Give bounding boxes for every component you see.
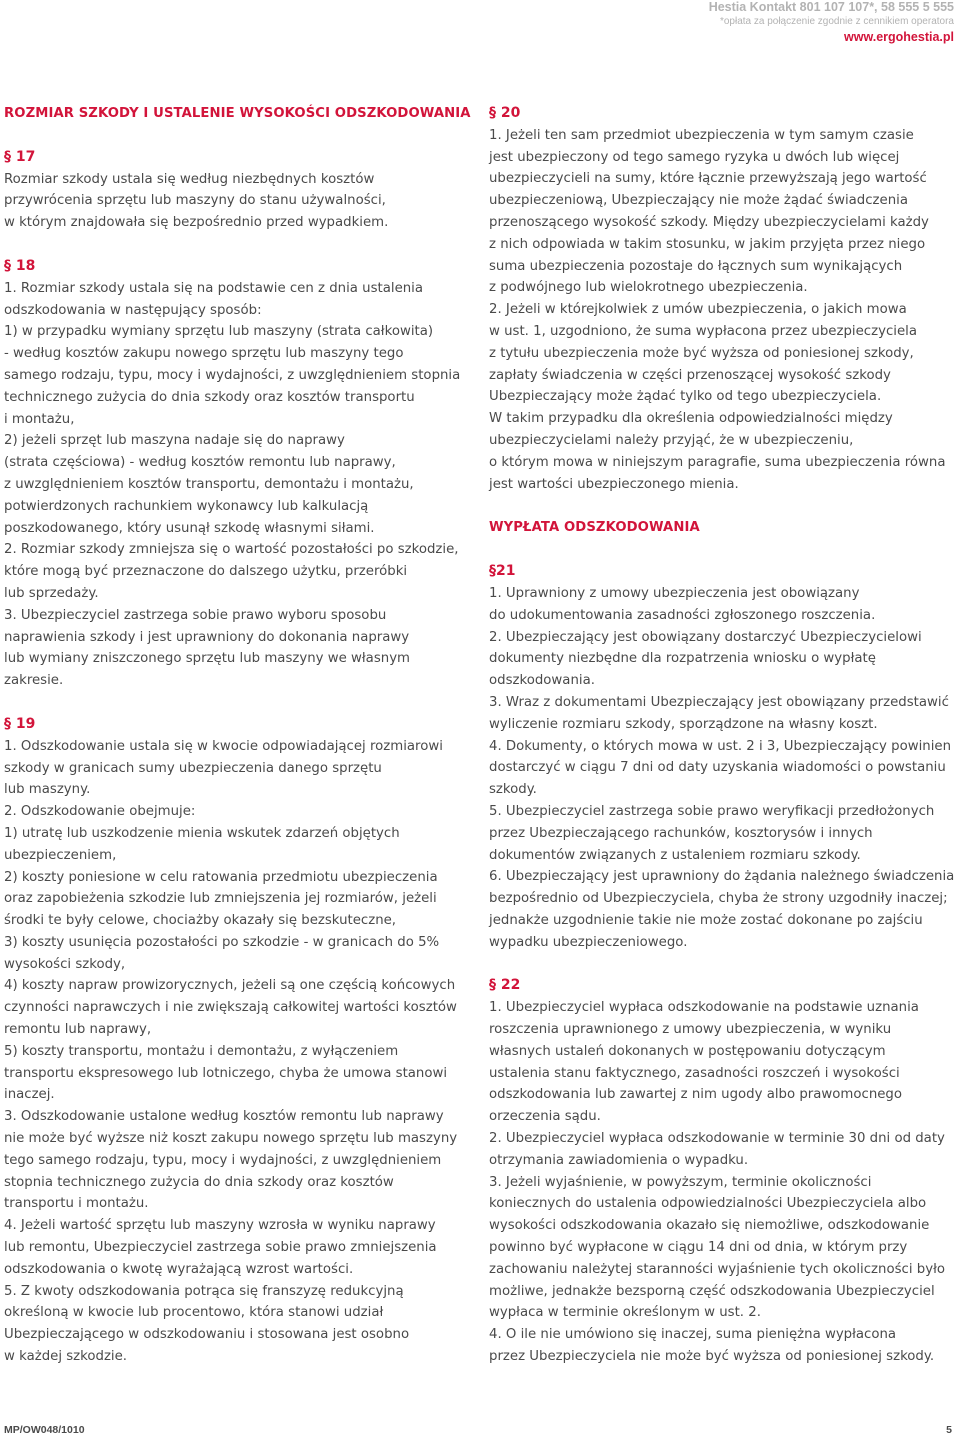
text-line: własnych ustaleń dokonanych w postępowaniu dotyczącym <box>489 1043 886 1059</box>
text-line: technicznego zużycia do dnia szkody oraz kosztów transportu <box>4 389 415 405</box>
text-line: suma ubezpieczenia pozostaje do łącznych sum wynikających <box>489 258 903 274</box>
text-line: lub sprzedaży. <box>4 585 99 601</box>
left-column <box>4 103 472 1368</box>
text-line: bezpośrednio od Ubezpieczyciela, chyba że strony uzgodniły inaczej; <box>489 891 948 907</box>
text-line: ubezpieczeniową, Ubezpieczający nie może żądać świadczenia <box>489 193 908 209</box>
right-column <box>489 103 959 1368</box>
text-line: 6. Ubezpieczający jest uprawniony do żądania należnego świadczenia <box>489 869 955 885</box>
text-line: oraz zapobieżenia szkodzie lub zmniejszenia jej rozmiarów, jeżeli <box>4 891 437 907</box>
text-line: 4. Jeżeli wartość sprzętu lub maszyny wzrosła w wyniku naprawy <box>4 1218 436 1234</box>
text-line: środki te były celowe, chociażby okazały się bezskuteczne, <box>4 913 397 929</box>
text-line: 2. Jeżeli w którejkolwiek z umów ubezpieczenia, o jakich mowa <box>489 302 907 318</box>
text-line: roszczenia uprawnionego z umowy ubezpieczenia, w wyniku <box>489 1022 892 1038</box>
text-line: przez Ubezpieczyciela nie może być wyższa od poniesionej szkody. <box>489 1349 935 1365</box>
website-link[interactable]: www.ergohestia.pl <box>844 30 954 44</box>
text-line: stopnia technicznego zużycia do dnia szkody oraz kosztów <box>4 1174 394 1190</box>
text-line: wysokości szkody, <box>4 956 126 972</box>
text-line: 2) jeżeli sprzęt lub maszyna nadaje się do naprawy <box>4 433 345 449</box>
text-line: z nich odpowiada w takim stosunku, w jakim przyjęta przez niego <box>489 236 926 252</box>
paragraph-21-number: §21 <box>489 563 516 580</box>
text-line: 3. Odszkodowanie ustalone według kosztów remontu lub naprawy <box>4 1109 444 1125</box>
text-line: otrzymania zawiadomienia o wypadku. <box>489 1152 749 1168</box>
text-line: remontu lub naprawy, <box>4 1022 152 1038</box>
text-line: wyliczenie rozmiaru szkody, sporządzone na własny koszt. <box>489 716 878 732</box>
text-line: ubezpieczeniem, <box>4 847 117 863</box>
text-line: W takim przypadku dla określenia odpowiedzialności między <box>489 411 893 427</box>
text-line: inaczej. <box>4 1087 55 1103</box>
text-line: przenoszącego wysokość szkody. Między ubezpieczycielami każdy <box>489 214 929 230</box>
text-line: zakresie. <box>4 673 64 689</box>
paragraph-19-number: § 19 <box>4 715 36 732</box>
text-line: jest wartości ubezpieczonego mienia. <box>489 476 739 492</box>
text-line: dostarczyć w ciągu 7 dni od daty uzyskania wiadomości o powstaniu <box>489 760 946 776</box>
text-line: ubezpieczycielami należy przyjąć, że w ubezpieczeniu, <box>489 432 854 448</box>
text-line: 2. Odszkodowanie obejmuje: <box>4 804 196 820</box>
text-line: 2. Ubezpieczający jest obowiązany dostarczyć Ubezpieczycielowi <box>489 629 922 645</box>
paragraph-18-body <box>4 278 472 692</box>
text-line: 1. Rozmiar szkody ustala się na podstawie cen z dnia ustalenia <box>4 280 424 296</box>
text-line: zapłaty świadczenia w części przenoszącej wysokość szkody <box>489 367 891 383</box>
text-line: wypłaca w terminie określonym w ust. 2. <box>489 1305 761 1321</box>
text-line: przez Ubezpieczającego rachunków, kosztorysów i innych <box>489 825 873 841</box>
text-line: 2. Rozmiar szkody zmniejsza się o wartość pozostałości po szkodzie, <box>4 542 459 558</box>
text-line: wypadku ubezpieczeniowego. <box>489 934 688 950</box>
text-line: szkody w granicach sumy ubezpieczenia danego sprzętu <box>4 760 382 776</box>
paragraph-21-body <box>489 583 959 954</box>
page-number: 5 <box>946 1424 952 1436</box>
text-line: 1. Jeżeli ten sam przedmiot ubezpieczenia w tym samym czasie <box>489 127 914 143</box>
paragraph-19-body <box>4 736 472 1368</box>
text-line: 5) koszty transportu, montażu i demontażu, z wyłączeniem <box>4 1043 399 1059</box>
text-line: tego samego rodzaju, typu, mocy i wydajności, z uwzględnieniem <box>4 1152 442 1168</box>
text-line: które mogą być przeznaczone do dalszego użytku, przeróbki <box>4 564 408 580</box>
text-line: szkody. <box>489 782 537 798</box>
text-line: 3. Ubezpieczyciel zastrzega sobie prawo wyboru sposobu <box>4 607 387 623</box>
text-line: poszkodowanego, który usunął szkodę własnymi siłami. <box>4 520 375 536</box>
text-line: 5. Ubezpieczyciel zastrzega sobie prawo weryfikacji przedłożonych <box>489 803 935 819</box>
text-line: odszkodowania. <box>489 673 595 689</box>
text-line: Ubezpieczający może żądać tylko od tego ubezpieczyciela. <box>489 389 882 405</box>
text-line: 3. Jeżeli wyjaśnienie, w powyższym, terminie okoliczności <box>489 1174 872 1190</box>
text-line: 5. Z kwoty odszkodowania potrąca się franszyzę redukcyjną <box>4 1283 404 1299</box>
text-line: z uwzględnieniem kosztów transportu, demontażu i montażu, <box>4 476 414 492</box>
section-title-damage: ROZMIAR SZKODY I USTALENIE WYSOKOŚCI ODSZKODOWANIA <box>4 106 471 121</box>
text-line: odszkodowania w następujący sposób: <box>4 302 262 318</box>
text-line: transportu ekspresowego lub lotniczego, chyba że umowa stanowi <box>4 1065 448 1081</box>
text-line: 3) koszty usunięcia pozostałości po szkodzie - w granicach do 5% <box>4 934 440 950</box>
paragraph-18-number: § 18 <box>4 257 36 274</box>
paragraph-22-number: § 22 <box>489 977 521 994</box>
text-line: Ubezpieczającego w odszkodowaniu i stosowana jest osobno <box>4 1327 410 1343</box>
page-header <box>709 0 954 46</box>
text-line: 4. O ile nie umówiono się inaczej, suma pieniężna wypłacona <box>489 1327 897 1343</box>
text-line: lub remontu, Ubezpieczyciel zastrzega sobie prawo zmniejszenia <box>4 1240 437 1256</box>
text-line: lub wymiany zniszczonego sprzętu lub maszyny we własnym <box>4 651 411 667</box>
section-title-payout: WYPŁATA ODSZKODOWANIA <box>489 520 700 536</box>
text-line: w ust. 1, uzgodniono, że suma wypłacona przez ubezpieczyciela <box>489 323 917 339</box>
hotline-text: Hestia Kontakt 801 107 107*, 58 555 5 555 <box>708 0 954 14</box>
paragraph-22-body <box>489 997 959 1368</box>
text-line: 1) w przypadku wymiany sprzętu lub maszyny (strata całkowita) <box>4 324 434 340</box>
text-line: możliwe, jednakże bezsporną część odszkodowania Ubezpieczyciel <box>489 1283 935 1299</box>
text-line: orzeczenia sądu. <box>489 1109 601 1125</box>
text-line: dokumentów związanych z ustaleniem rozmiaru szkody. <box>489 847 861 863</box>
text-line: 1. Odszkodowanie ustala się w kwocie odpowiadającej rozmiarowi <box>4 738 443 754</box>
paragraph-17-number: § 17 <box>4 148 36 165</box>
text-line: koniecznych do ustalenia odpowiedzialności Ubezpieczyciela albo <box>489 1196 927 1212</box>
text-line: o którym mowa w niniejszym paragrafie, suma ubezpieczenia równa <box>489 454 946 470</box>
text-line: zachowaniu należytej staranności wyjaśnienie tych okoliczności było <box>489 1261 945 1277</box>
text-line: odszkodowania lub zawartej z nim ugody albo prawomocnego <box>489 1087 903 1103</box>
text-line: przywrócenia sprzętu lub maszyny do stanu używalności, <box>4 193 386 209</box>
text-line: 1. Ubezpieczyciel wypłaca odszkodowanie na podstawie uznania <box>489 1000 919 1016</box>
text-line: powinno być wypłacone w ciągu 14 dni od dnia, w którym przy <box>489 1240 908 1256</box>
paragraph-20-number: § 20 <box>489 105 521 121</box>
text-line: i montażu, <box>4 411 75 427</box>
text-line: z tytułu ubezpieczenia może być wyższa od poniesionej szkody, <box>489 345 914 361</box>
text-line: do udokumentowania zasadności zgłoszonego roszczenia. <box>489 607 876 623</box>
text-line: jest ubezpieczony od tego samego ryzyka u dwóch lub więcej <box>489 149 900 165</box>
text-line: odszkodowania o kwotę wyrażającą wzrost wartości. <box>4 1261 354 1277</box>
text-line: 2. Ubezpieczyciel wypłaca odszkodowanie w terminie 30 dni od daty <box>489 1131 945 1147</box>
text-line: naprawienia szkody i jest uprawniony do dokonania naprawy <box>4 629 410 645</box>
text-line: z podwójnego lub wielokrotnego ubezpieczenia. <box>489 280 808 296</box>
text-line: potwierdzonych rachunkiem wykonawcy lub kalkulacją <box>4 498 369 514</box>
paragraph-20-body <box>489 125 959 496</box>
text-line: ubezpieczycieli na sumy, które łącznie przewyższają jego wartość <box>489 171 927 187</box>
document-code: MP/OW048/1010 <box>4 1424 85 1436</box>
paragraph-17-body <box>4 169 472 234</box>
text-line: w każdej szkodzie. <box>4 1349 128 1365</box>
text-line: Rozmiar szkody ustala się według niezbędnych kosztów <box>4 171 375 187</box>
text-line: ustalenia stanu faktycznego, zasadności roszczeń i wysokości <box>489 1065 900 1081</box>
text-line: (strata częściowa) - według kosztów remontu lub naprawy, <box>4 455 396 471</box>
text-line: wysokości odszkodowania okazało się niemożliwe, odszkodowanie <box>489 1218 930 1234</box>
text-line: - według kosztów zakupu nowego sprzętu lub maszyny tego <box>4 346 404 362</box>
text-line: 3. Wraz z dokumentami Ubezpieczający jest obowiązany przedstawić <box>489 694 949 710</box>
text-line: określoną w kwocie lub procentowo, która stanowi udział <box>4 1305 384 1321</box>
text-line: 1. Uprawniony z umowy ubezpieczenia jest obowiązany <box>489 585 860 601</box>
text-line: nie może być wyższe niż koszt zakupu nowego sprzętu lub maszyny <box>4 1131 458 1147</box>
text-line: jednakże uzgodnienie takie nie może zostać dokonane po zajściu <box>489 912 923 928</box>
text-line: lub maszyny. <box>4 782 91 798</box>
text-line: dokumenty niezbędne dla rozpatrzenia wniosku o wypłatę <box>489 651 876 667</box>
text-line: czynności naprawczych i nie zwiększają całkowitej wartości kosztów <box>4 1000 457 1016</box>
text-line: 2) koszty poniesione w celu ratowania przedmiotu ubezpieczenia <box>4 869 438 885</box>
text-line: 4) koszty napraw prowizorycznych, jeżeli są one częścią końcowych <box>4 978 456 994</box>
text-line: transportu i montażu. <box>4 1196 149 1212</box>
call-cost-note: *opłata za połączenie zgodnie z cennikiem operatora <box>719 16 954 27</box>
text-line: 1) utratę lub uszkodzenie mienia wskutek zdarzeń objętych <box>4 825 400 841</box>
text-line: w którym znajdowała się bezpośrednio przed wypadkiem. <box>4 215 389 231</box>
text-line: 4. Dokumenty, o których mowa w ust. 2 i 3, Ubezpieczający powinien <box>489 738 952 754</box>
text-line: samego rodzaju, typu, mocy i wydajności, z uwzględnieniem stopnia <box>4 367 461 383</box>
